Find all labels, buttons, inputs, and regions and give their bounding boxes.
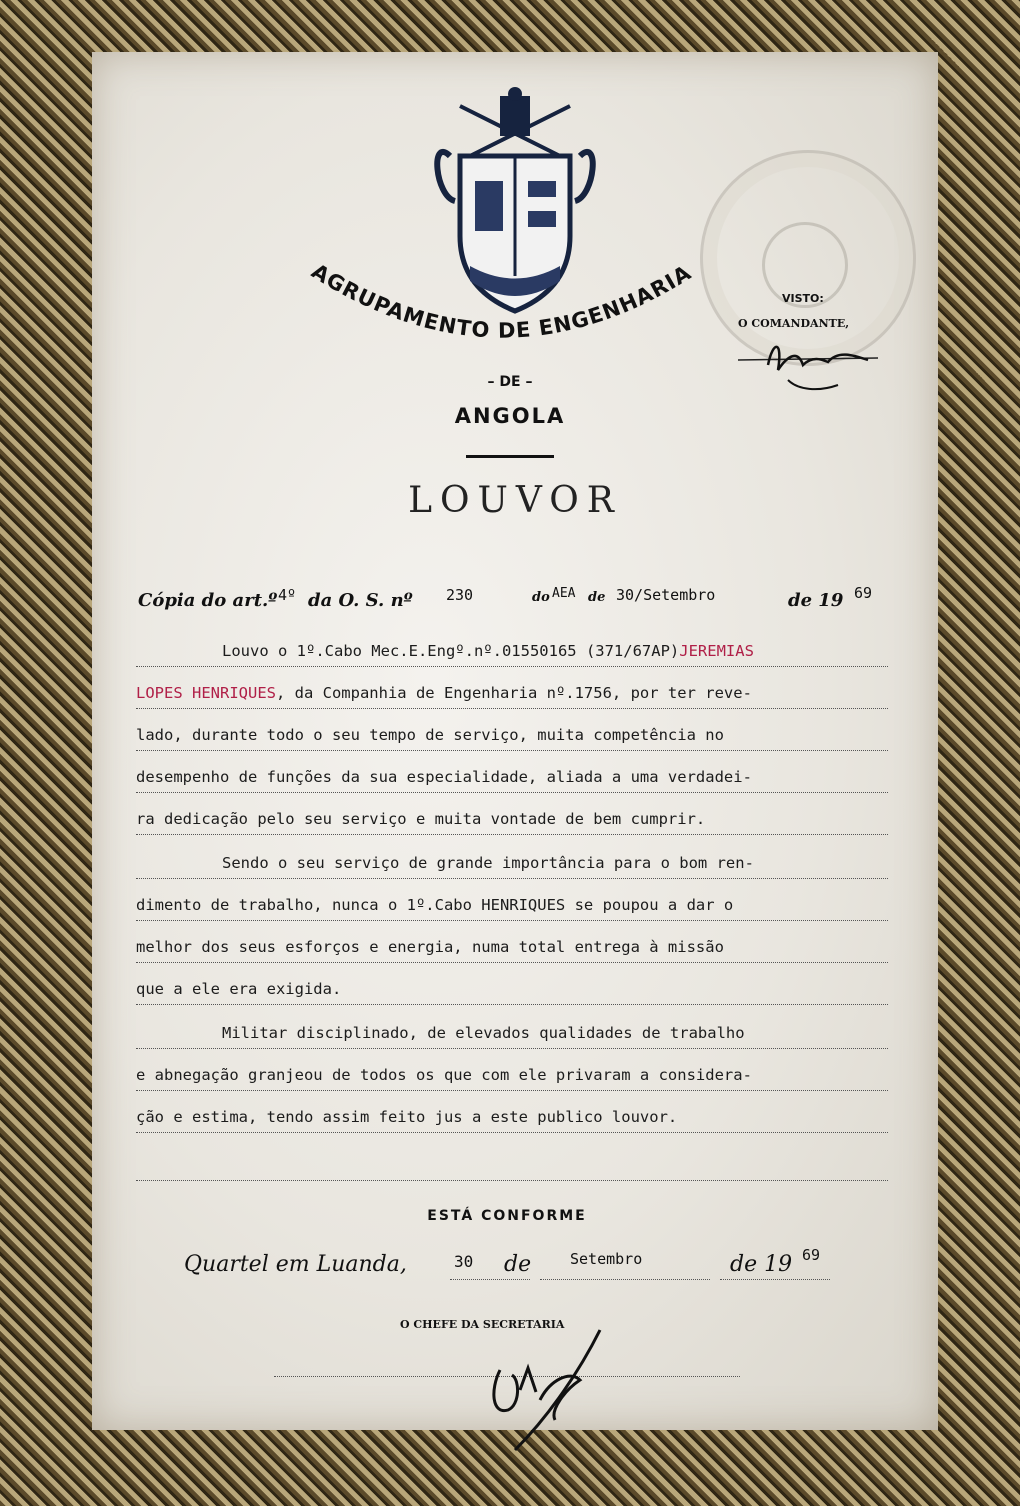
body-line: que a ele era exigida. [136, 974, 888, 1005]
body-text: , da Companhia de Engenharia nº.1756, por ter reve- [275, 684, 752, 702]
blank-line [136, 1150, 888, 1181]
copy-de-3: de 19 [788, 590, 844, 611]
body-line: Sendo o seu serviço de grande importância para o bom ren- [136, 848, 888, 879]
body-line [136, 678, 888, 709]
year-line [720, 1278, 830, 1280]
header-divider [466, 455, 554, 458]
header-angola: ANGOLA [454, 404, 566, 428]
body-line: e abnegação granjeou de todos os que com ele privaram a considera- [136, 1060, 888, 1091]
conforme-label: ESTÁ CONFORME [427, 1208, 587, 1224]
copy-prefix: Cópia do art.º [138, 590, 278, 611]
footer-day: 30 [454, 1252, 474, 1271]
secretary-role: O CHEFE DA SECRETARIA [400, 1318, 565, 1331]
header-de: – DE – [487, 374, 533, 390]
month-line [540, 1278, 710, 1280]
copy-date: 30/Setembro [616, 586, 716, 604]
body-line: lado, durante todo o seu tempo de serviço, muita competência no [136, 720, 888, 751]
svg-text:AGRUPAMENTO DE ENGENHARIA [307, 259, 695, 343]
body-line: melhor dos seus esforços e energia, numa total entrega à missão [136, 932, 888, 963]
body-text: Louvo o 1º.Cabo Mec.E.Engº.nº.01550165 (371/67AP) [222, 642, 680, 660]
document-title: LOUVOR [408, 480, 622, 521]
commander-signature-icon [728, 330, 888, 400]
day-line [450, 1278, 530, 1280]
place-label: Quartel em Luanda, [184, 1252, 407, 1277]
visto-label: VISTO: [782, 292, 824, 305]
body-line: desempenho de funções da sua especialidade, aliada a uma verdadei- [136, 762, 888, 793]
arc-text: AGRUPAMENTO DE ENGENHARIA [307, 259, 696, 343]
recipient-name-last: LOPES HENRIQUES [136, 684, 276, 702]
institution-arc-title [280, 180, 740, 400]
place-date-line [184, 1246, 844, 1286]
copy-de-2: de [588, 590, 606, 605]
recipient-name-first: JEREMIAS [679, 642, 754, 660]
unit-code: AEA [552, 586, 576, 601]
footer-year: 69 [802, 1246, 821, 1264]
copy-de-1: do [532, 590, 550, 605]
secretary-signature-icon [480, 1320, 610, 1460]
body-line: dimento de trabalho, nunca o 1º.Cabo HENRIQUES se poupou a dar o [136, 890, 888, 921]
article-number: 4º [278, 586, 297, 604]
footer-de-1: de [504, 1252, 532, 1277]
os-number: 230 [446, 586, 474, 604]
copy-year: 69 [854, 584, 873, 602]
os-label: da O. S. nº [308, 590, 413, 611]
body-line [136, 636, 888, 667]
body-line: Militar disciplinado, de elevados qualidades de trabalho [136, 1018, 888, 1049]
copy-reference [138, 586, 878, 616]
body-line: ção e estima, tendo assim feito jus a este publico louvor. [136, 1102, 888, 1133]
body-line: ra dedicação pelo seu serviço e muita vontade de bem cumprir. [136, 804, 888, 835]
footer-month: Setembro [570, 1250, 643, 1268]
footer-de-2: de 19 [730, 1252, 793, 1277]
commander-role: O COMANDANTE, [738, 317, 850, 330]
